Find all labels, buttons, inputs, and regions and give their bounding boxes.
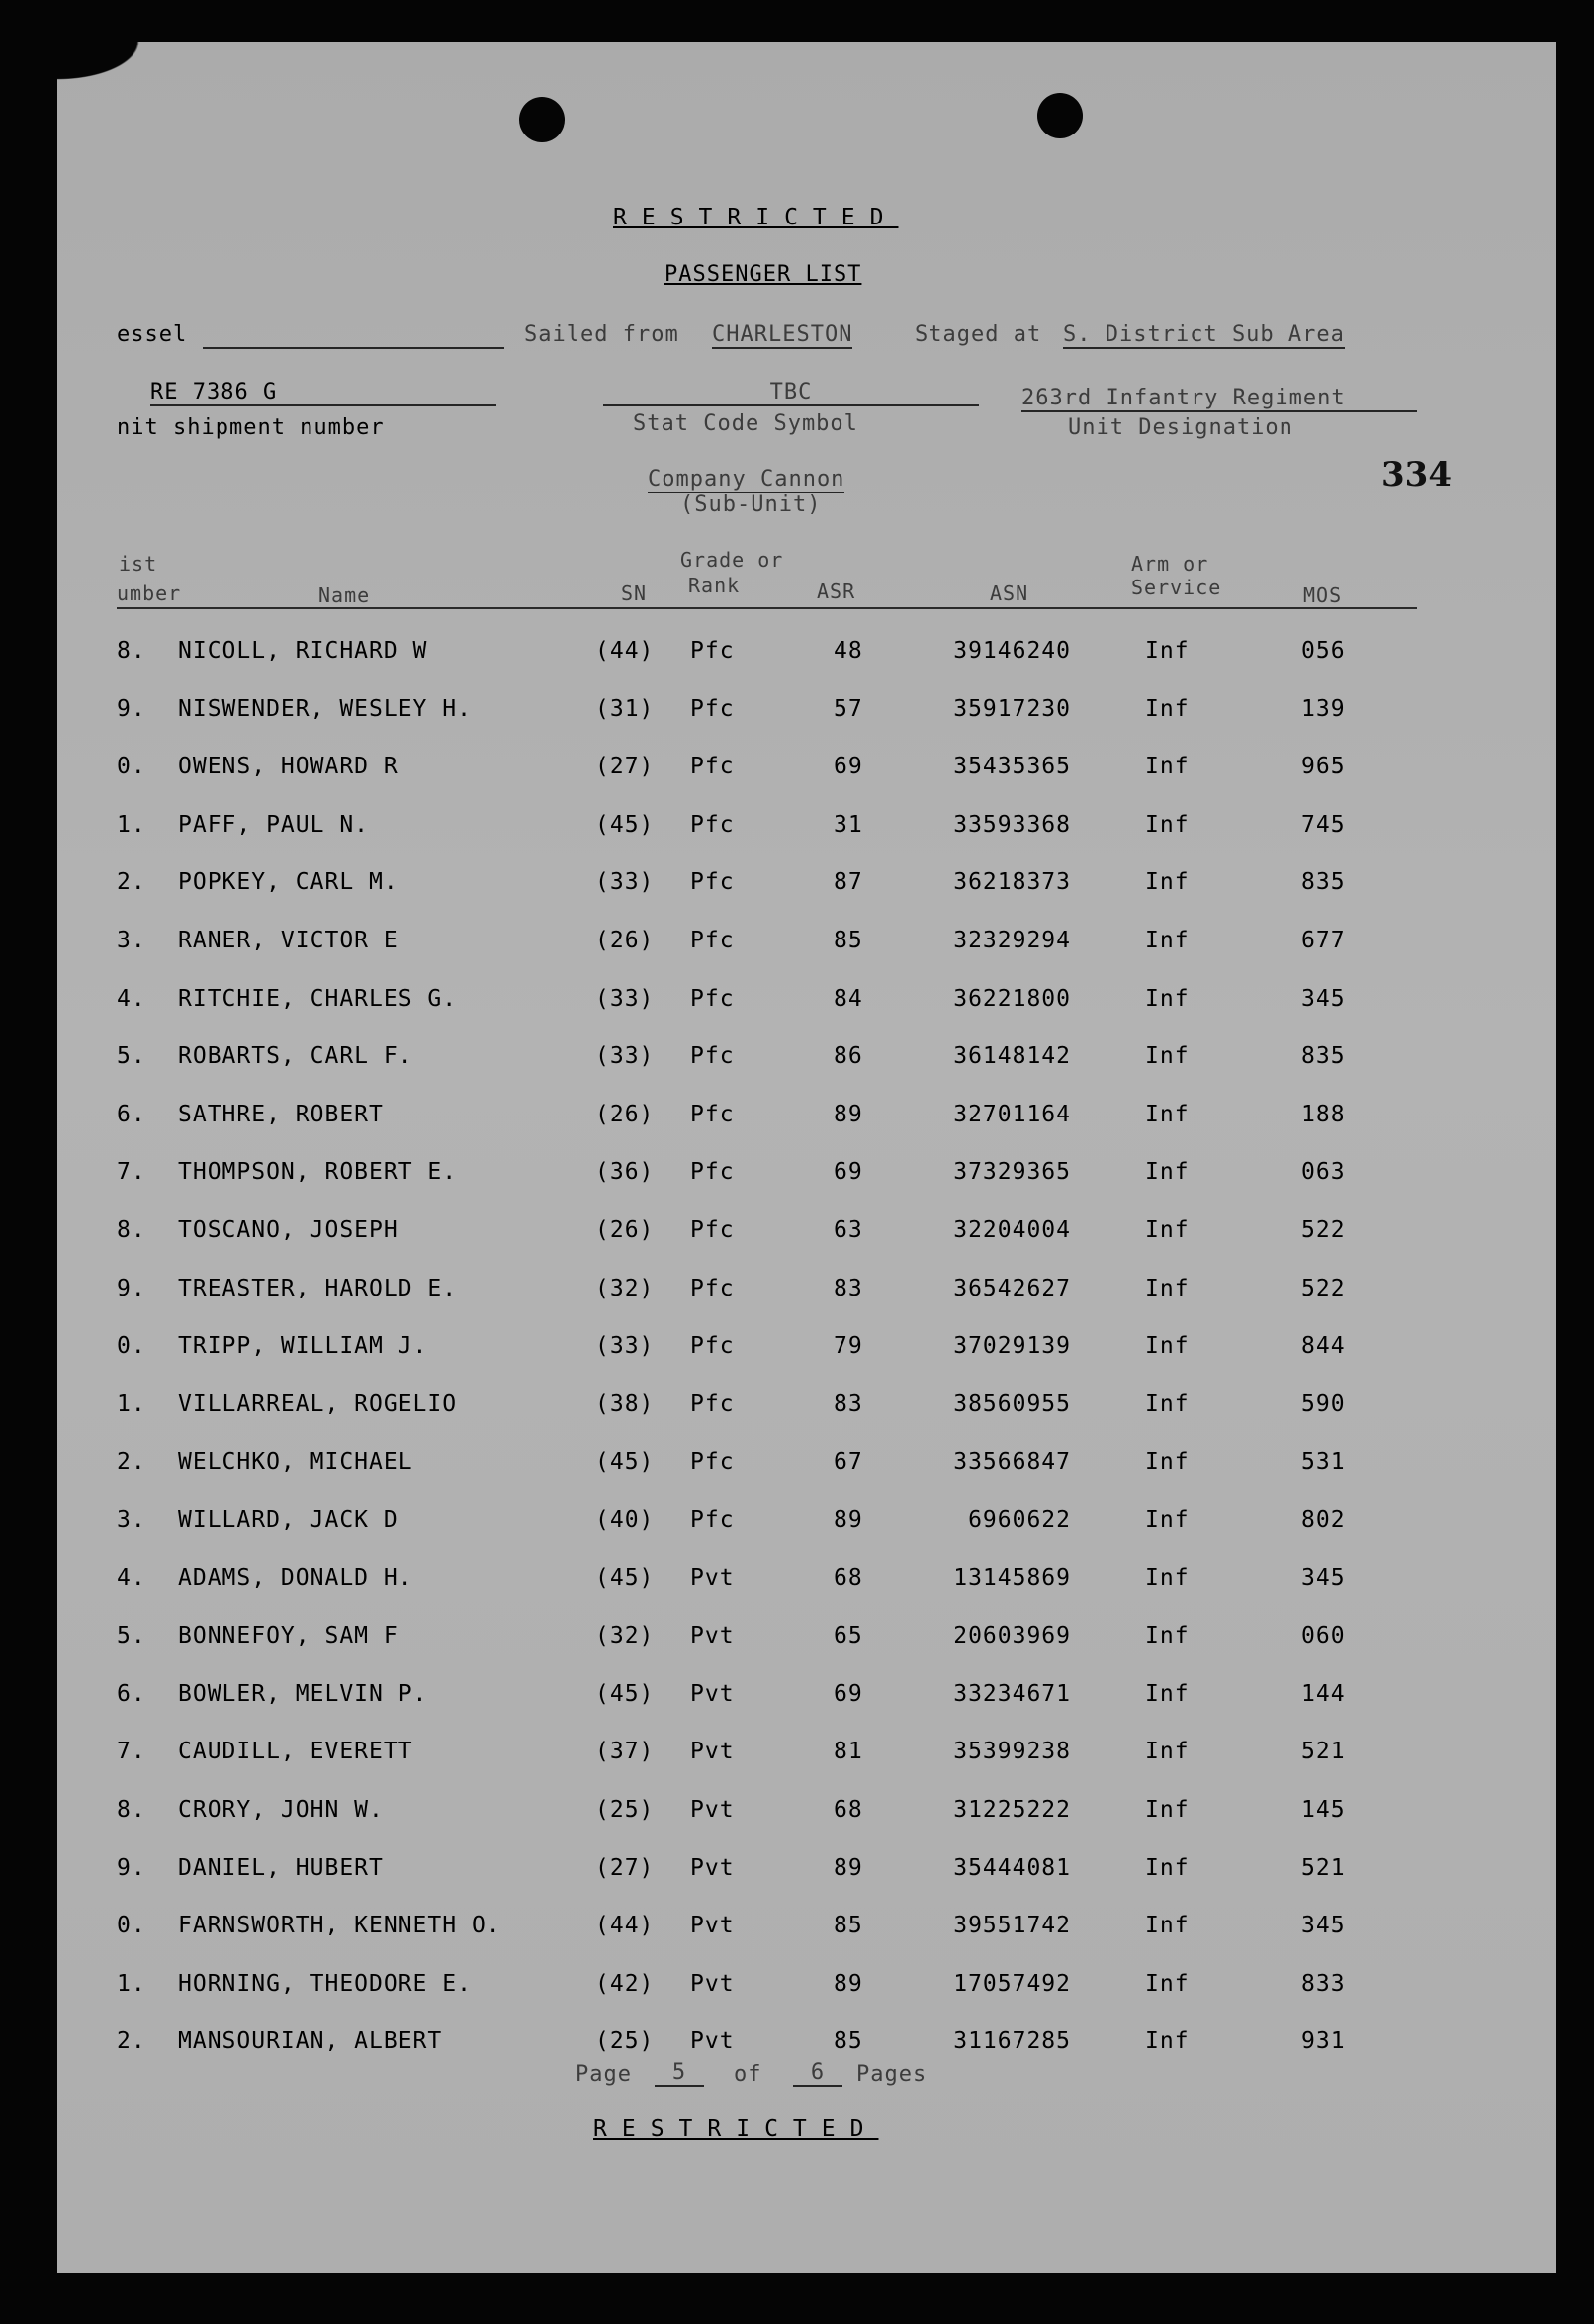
cell-asr: 31 xyxy=(834,812,863,838)
cell-asn: 32701164 xyxy=(953,1102,1071,1127)
cell-grade: Pfc xyxy=(690,986,735,1012)
table-row xyxy=(0,754,1499,793)
table-row xyxy=(0,869,1499,909)
staged-at-value: S. District Sub Area xyxy=(1063,322,1345,347)
cell-asr: 48 xyxy=(834,638,863,664)
unit-label: Unit Designation xyxy=(1068,415,1293,440)
cell-arm: Inf xyxy=(1145,1507,1190,1533)
cell-arm: Inf xyxy=(1145,1855,1190,1881)
cell-asn: 36218373 xyxy=(953,869,1071,895)
cell-asr: 57 xyxy=(834,696,863,722)
table-row xyxy=(0,1739,1499,1778)
cell-sn: (33) xyxy=(595,1043,655,1069)
column-arm-bottom: Service xyxy=(1131,576,1222,599)
cell-grade: Pvt xyxy=(690,1565,735,1591)
cell-mos: 063 xyxy=(1301,1159,1346,1185)
cell-name: WELCHKO, MICHAEL xyxy=(178,1449,413,1475)
cell-sn: (32) xyxy=(595,1276,655,1301)
cell-grade: Pvt xyxy=(690,2028,735,2054)
cell-num: 0. xyxy=(117,1913,146,1938)
cell-sn: (42) xyxy=(595,1971,655,1997)
table-row xyxy=(0,1217,1499,1257)
cell-sn: (26) xyxy=(595,1102,655,1127)
cell-asn: 32329294 xyxy=(953,928,1071,953)
table-row xyxy=(0,1855,1499,1895)
cell-arm: Inf xyxy=(1145,696,1190,722)
cell-mos: 531 xyxy=(1301,1449,1346,1475)
cell-asn: 33234671 xyxy=(953,1681,1071,1707)
cell-arm: Inf xyxy=(1145,1565,1190,1591)
cell-name: TREASTER, HAROLD E. xyxy=(178,1276,458,1301)
cell-num: 3. xyxy=(117,1507,146,1533)
cell-num: 2. xyxy=(117,1449,146,1475)
table-row xyxy=(0,1681,1499,1721)
cell-arm: Inf xyxy=(1145,1276,1190,1301)
cell-mos: 931 xyxy=(1301,2028,1346,2054)
shipment-number-label: nit shipment number xyxy=(117,415,385,440)
code-value: TBC xyxy=(603,380,979,406)
cell-arm: Inf xyxy=(1145,1797,1190,1823)
cell-mos: 522 xyxy=(1301,1217,1346,1243)
cell-num: 4. xyxy=(117,1565,146,1591)
table-row xyxy=(0,1333,1499,1373)
cell-name: RANER, VICTOR E xyxy=(178,928,398,953)
cell-mos: 833 xyxy=(1301,1971,1346,1997)
cell-asn: 39146240 xyxy=(953,638,1071,664)
cell-asr: 69 xyxy=(834,1159,863,1185)
cell-sn: (37) xyxy=(595,1739,655,1764)
passenger-list-subtitle: PASSENGER LIST xyxy=(664,262,862,287)
table-row xyxy=(0,1507,1499,1547)
cell-num: 6. xyxy=(117,1681,146,1707)
cell-mos: 188 xyxy=(1301,1102,1346,1127)
cell-sn: (45) xyxy=(595,812,655,838)
cell-grade: Pfc xyxy=(690,638,735,664)
cell-arm: Inf xyxy=(1145,2028,1190,2054)
cell-asn: 35444081 xyxy=(953,1855,1071,1881)
table-row xyxy=(0,1159,1499,1199)
table-row xyxy=(0,1971,1499,2011)
cell-mos: 345 xyxy=(1301,1913,1346,1938)
cell-name: PAFF, PAUL N. xyxy=(178,812,370,838)
cell-grade: Pvt xyxy=(690,1855,735,1881)
cell-sn: (26) xyxy=(595,928,655,953)
cell-num: 7. xyxy=(117,1739,146,1764)
restricted-footer: RESTRICTED xyxy=(593,2116,879,2142)
cell-grade: Pfc xyxy=(690,1043,735,1069)
cell-asr: 85 xyxy=(834,2028,863,2054)
table-row xyxy=(0,638,1499,677)
cell-asn: 36148142 xyxy=(953,1043,1071,1069)
sailed-from-label: Sailed from xyxy=(524,322,679,347)
cell-name: TRIPP, WILLIAM J. xyxy=(178,1333,428,1359)
table-row xyxy=(0,1449,1499,1488)
cell-name: VILLARREAL, ROGELIO xyxy=(178,1391,458,1417)
column-sn: SN xyxy=(621,581,648,605)
cell-mos: 677 xyxy=(1301,928,1346,953)
cell-sn: (26) xyxy=(595,1217,655,1243)
staged-at-label: Staged at xyxy=(915,322,1042,347)
cell-name: OWENS, HOWARD R xyxy=(178,754,398,779)
cell-asn: 35917230 xyxy=(953,696,1071,722)
cell-num: 1. xyxy=(117,1391,146,1417)
cell-sn: (45) xyxy=(595,1565,655,1591)
cell-arm: Inf xyxy=(1145,638,1190,664)
cell-asr: 69 xyxy=(834,1681,863,1707)
cell-grade: Pfc xyxy=(690,1102,735,1127)
cell-sn: (25) xyxy=(595,1797,655,1823)
cell-arm: Inf xyxy=(1145,1217,1190,1243)
cell-arm: Inf xyxy=(1145,812,1190,838)
cell-arm: Inf xyxy=(1145,1971,1190,1997)
cell-name: RITCHIE, CHARLES G. xyxy=(178,986,458,1012)
cell-asr: 89 xyxy=(834,1855,863,1881)
table-row xyxy=(0,812,1499,851)
cell-mos: 745 xyxy=(1301,812,1346,838)
cell-grade: Pvt xyxy=(690,1681,735,1707)
cell-arm: Inf xyxy=(1145,1623,1190,1649)
cell-asr: 85 xyxy=(834,928,863,953)
cell-asr: 69 xyxy=(834,754,863,779)
cell-mos: 522 xyxy=(1301,1276,1346,1301)
cell-num: 8. xyxy=(117,638,146,664)
cell-grade: Pfc xyxy=(690,928,735,953)
cell-grade: Pfc xyxy=(690,812,735,838)
cell-asn: 20603969 xyxy=(953,1623,1071,1649)
cell-asr: 86 xyxy=(834,1043,863,1069)
cell-asn: 6960622 xyxy=(968,1507,1071,1533)
cell-grade: Pfc xyxy=(690,1159,735,1185)
code-label: Stat Code Symbol xyxy=(633,411,858,436)
table-row xyxy=(0,1276,1499,1315)
cell-num: 1. xyxy=(117,812,146,838)
cell-sn: (45) xyxy=(595,1681,655,1707)
cell-sn: (45) xyxy=(595,1449,655,1475)
cell-name: BOWLER, MELVIN P. xyxy=(178,1681,428,1707)
cell-mos: 844 xyxy=(1301,1333,1346,1359)
cell-num: 3. xyxy=(117,928,146,953)
cell-mos: 835 xyxy=(1301,1043,1346,1069)
cell-grade: Pfc xyxy=(690,869,735,895)
cell-sn: (38) xyxy=(595,1391,655,1417)
cell-sn: (40) xyxy=(595,1507,655,1533)
cell-arm: Inf xyxy=(1145,1681,1190,1707)
cell-asn: 33593368 xyxy=(953,812,1071,838)
column-mos: MOS xyxy=(1303,583,1343,607)
cell-asn: 39551742 xyxy=(953,1913,1071,1938)
cell-name: CAUDILL, EVERETT xyxy=(178,1739,413,1764)
cell-arm: Inf xyxy=(1145,1739,1190,1764)
cell-arm: Inf xyxy=(1145,1391,1190,1417)
vessel-label: essel xyxy=(117,322,188,347)
cell-grade: Pfc xyxy=(690,696,735,722)
column-asn: ASN xyxy=(990,581,1029,605)
cell-asn: 36221800 xyxy=(953,986,1071,1012)
cell-mos: 056 xyxy=(1301,638,1346,664)
cell-name: ADAMS, DONALD H. xyxy=(178,1565,413,1591)
cell-grade: Pfc xyxy=(690,1217,735,1243)
cell-arm: Inf xyxy=(1145,1159,1190,1185)
cell-asr: 68 xyxy=(834,1797,863,1823)
cell-num: 4. xyxy=(117,986,146,1012)
page-label: Page xyxy=(576,2062,632,2087)
cell-mos: 521 xyxy=(1301,1855,1346,1881)
cell-arm: Inf xyxy=(1145,1449,1190,1475)
cell-mos: 139 xyxy=(1301,696,1346,722)
cell-asr: 83 xyxy=(834,1276,863,1301)
cell-num: 8. xyxy=(117,1797,146,1823)
cell-asn: 33566847 xyxy=(953,1449,1071,1475)
page-total: 6 xyxy=(793,2060,842,2087)
cell-asn: 31225222 xyxy=(953,1797,1071,1823)
cell-sn: (27) xyxy=(595,754,655,779)
cell-name: WILLARD, JACK D xyxy=(178,1507,398,1533)
column-grade-bottom: Rank xyxy=(688,574,741,597)
cell-asn: 36542627 xyxy=(953,1276,1071,1301)
page-current: 5 xyxy=(655,2060,704,2087)
page-number: 334 xyxy=(1381,455,1452,494)
cell-name: THOMPSON, ROBERT E. xyxy=(178,1159,458,1185)
table-row xyxy=(0,928,1499,967)
cell-mos: 835 xyxy=(1301,869,1346,895)
cell-asr: 65 xyxy=(834,1623,863,1649)
cell-num: 9. xyxy=(117,1276,146,1301)
table-row xyxy=(0,1623,1499,1662)
cell-num: 1. xyxy=(117,1971,146,1997)
cell-name: ROBARTS, CARL F. xyxy=(178,1043,413,1069)
cell-asr: 68 xyxy=(834,1565,863,1591)
cell-name: CRORY, JOHN W. xyxy=(178,1797,384,1823)
sub-unit-label: (Sub-Unit) xyxy=(680,492,822,517)
cell-name: HORNING, THEODORE E. xyxy=(178,1971,472,1997)
cell-asr: 84 xyxy=(834,986,863,1012)
cell-mos: 345 xyxy=(1301,986,1346,1012)
cell-grade: Pfc xyxy=(690,1391,735,1417)
cell-sn: (31) xyxy=(595,696,655,722)
cell-grade: Pvt xyxy=(690,1971,735,1997)
cell-asn: 37329365 xyxy=(953,1159,1071,1185)
cell-num: 7. xyxy=(117,1159,146,1185)
table-row xyxy=(0,696,1499,736)
cell-sn: (33) xyxy=(595,869,655,895)
cell-mos: 802 xyxy=(1301,1507,1346,1533)
sailed-from-value: CHARLESTON xyxy=(712,322,853,347)
cell-num: 2. xyxy=(117,2028,146,2054)
cell-sn: (32) xyxy=(595,1623,655,1649)
cell-grade: Pfc xyxy=(690,1333,735,1359)
table-row xyxy=(0,1797,1499,1836)
cell-name: SATHRE, ROBERT xyxy=(178,1102,384,1127)
cell-grade: Pfc xyxy=(690,754,735,779)
restricted-title: RESTRICTED xyxy=(613,205,899,230)
of-label: of xyxy=(734,2062,762,2087)
column-grade-top: Grade or xyxy=(680,548,784,572)
cell-mos: 521 xyxy=(1301,1739,1346,1764)
cell-num: 0. xyxy=(117,754,146,779)
cell-arm: Inf xyxy=(1145,986,1190,1012)
cell-grade: Pfc xyxy=(690,1449,735,1475)
cell-grade: Pvt xyxy=(690,1797,735,1823)
cell-sn: (44) xyxy=(595,638,655,664)
cell-grade: Pfc xyxy=(690,1276,735,1301)
table-row xyxy=(0,1913,1499,1952)
cell-asr: 89 xyxy=(834,1507,863,1533)
cell-grade: Pvt xyxy=(690,1623,735,1649)
cell-name: DANIEL, HUBERT xyxy=(178,1855,384,1881)
column-asr: ASR xyxy=(817,580,856,603)
cell-mos: 145 xyxy=(1301,1797,1346,1823)
table-row xyxy=(0,986,1499,1026)
cell-name: NICOLL, RICHARD W xyxy=(178,638,428,664)
cell-grade: Pvt xyxy=(690,1913,735,1938)
cell-asn: 35435365 xyxy=(953,754,1071,779)
table-row xyxy=(0,1043,1499,1083)
cell-arm: Inf xyxy=(1145,1913,1190,1938)
cell-asr: 87 xyxy=(834,869,863,895)
cell-asr: 89 xyxy=(834,1971,863,1997)
cell-asr: 63 xyxy=(834,1217,863,1243)
cell-asn: 17057492 xyxy=(953,1971,1071,1997)
cell-sn: (27) xyxy=(595,1855,655,1881)
table-row xyxy=(0,1102,1499,1141)
cell-num: 0. xyxy=(117,1333,146,1359)
cell-grade: Pfc xyxy=(690,1507,735,1533)
pages-label: Pages xyxy=(856,2062,928,2087)
cell-grade: Pvt xyxy=(690,1739,735,1764)
cell-name: BONNEFOY, SAM F xyxy=(178,1623,398,1649)
cell-mos: 144 xyxy=(1301,1681,1346,1707)
cell-mos: 060 xyxy=(1301,1623,1346,1649)
cell-mos: 965 xyxy=(1301,754,1346,779)
cell-num: 6. xyxy=(117,1102,146,1127)
cell-asn: 31167285 xyxy=(953,2028,1071,2054)
cell-num: 5. xyxy=(117,1043,146,1069)
cell-asn: 35399238 xyxy=(953,1739,1071,1764)
cell-name: TOSCANO, JOSEPH xyxy=(178,1217,398,1243)
cell-sn: (25) xyxy=(595,2028,655,2054)
table-row xyxy=(0,1391,1499,1431)
cell-num: 8. xyxy=(117,1217,146,1243)
column-arm-top: Arm or xyxy=(1131,552,1209,576)
cell-arm: Inf xyxy=(1145,928,1190,953)
cell-name: POPKEY, CARL M. xyxy=(178,869,398,895)
cell-asn: 37029139 xyxy=(953,1333,1071,1359)
cell-asr: 67 xyxy=(834,1449,863,1475)
cell-num: 9. xyxy=(117,696,146,722)
cell-sn: (44) xyxy=(595,1913,655,1938)
cell-asr: 81 xyxy=(834,1739,863,1764)
shipment-number-value: RE 7386 G xyxy=(150,380,496,406)
cell-mos: 345 xyxy=(1301,1565,1346,1591)
cell-asr: 89 xyxy=(834,1102,863,1127)
cell-num: 5. xyxy=(117,1623,146,1649)
cell-asn: 38560955 xyxy=(953,1391,1071,1417)
column-list-top: ist xyxy=(119,552,158,576)
cell-name: FARNSWORTH, KENNETH O. xyxy=(178,1913,501,1938)
cell-mos: 590 xyxy=(1301,1391,1346,1417)
table-row xyxy=(0,1565,1499,1605)
cell-num: 2. xyxy=(117,869,146,895)
cell-asr: 79 xyxy=(834,1333,863,1359)
cell-arm: Inf xyxy=(1145,869,1190,895)
cell-sn: (36) xyxy=(595,1159,655,1185)
cell-name: MANSOURIAN, ALBERT xyxy=(178,2028,443,2054)
sub-unit-value: Company Cannon xyxy=(648,467,845,492)
cell-asn: 32204004 xyxy=(953,1217,1071,1243)
unit-value: 263rd Infantry Regiment xyxy=(1021,386,1417,412)
column-list-bottom: umber xyxy=(117,581,182,605)
cell-asn: 13145869 xyxy=(953,1565,1071,1591)
cell-num: 9. xyxy=(117,1855,146,1881)
cell-name: NISWENDER, WESLEY H. xyxy=(178,696,472,722)
cell-asr: 83 xyxy=(834,1391,863,1417)
cell-arm: Inf xyxy=(1145,1043,1190,1069)
cell-arm: Inf xyxy=(1145,1102,1190,1127)
column-name: Name xyxy=(318,583,371,607)
cell-arm: Inf xyxy=(1145,1333,1190,1359)
cell-sn: (33) xyxy=(595,986,655,1012)
cell-asr: 85 xyxy=(834,1913,863,1938)
cell-sn: (33) xyxy=(595,1333,655,1359)
cell-arm: Inf xyxy=(1145,754,1190,779)
